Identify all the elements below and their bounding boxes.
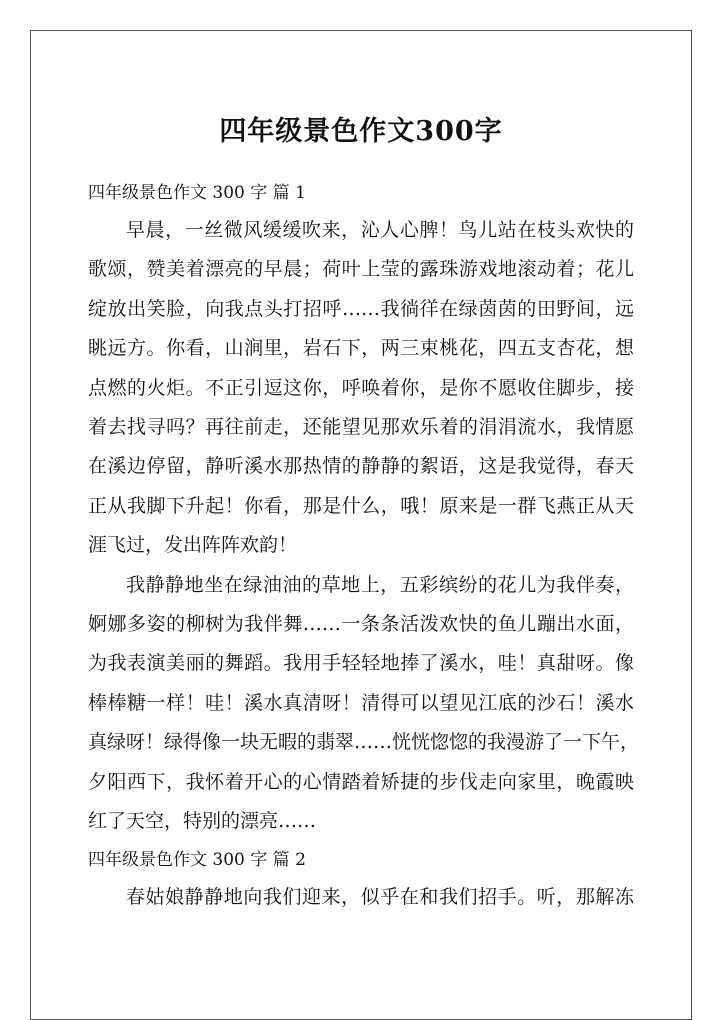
section-heading-2: 四年级景色作文 300 字 篇 2 [88,849,306,870]
text-line: 真绿呀！绿得像一块无暇的翡翠……恍恍惚惚的我漫游了一下午， [88,731,640,754]
text-line: 我静静地坐在绿油油的草地上，五彩缤纷的花儿为我伴奏， [126,573,634,596]
section-heading-1: 四年级景色作文 300 字 篇 1 [88,183,306,203]
text-line: 夕阳西下，我怀着开心的心情踏着矫捷的步伐走向家里，晚霞映 [88,770,634,793]
text-line: 婀娜多姿的柳树为我伴舞……一条条活泼欢快的鱼儿蹦出水面， [88,613,634,636]
text-line: 早晨，一丝微风缓缓吹来，沁人心脾！鸟儿站在枝头欢快的 [126,219,634,241]
document-title: 四年级景色作文300字 [219,116,503,147]
text-line: 歌颂，赞美着漂亮的早晨；荷叶上莹的露珠游戏地滚动着；花儿 [88,258,634,281]
text-line: 着去找寻吗？再往前走，还能望见那欢乐着的涓涓流水，我情愿 [88,416,634,439]
text-line: 棒棒糖一样！哇！溪水真清呀！清得可以望见江底的沙石！溪水 [88,691,634,714]
document-body [88,112,640,917]
text-line: 眺远方。你看，山涧里，岩石下，两三束桃花，四五支杏花，想 [88,337,634,360]
text-line: 点燃的火炬。不正引逗这你，呼唤着你，是你不愿收住脚步，接 [88,376,634,399]
text-line: 红了天空，特别的漂亮…… [88,810,317,833]
text-line: 在溪边停留，静听溪水那热情的静静的絮语，这是我觉得，春天 [88,455,634,478]
paragraph-2-1 [88,878,634,917]
text-line: 为我表演美丽的舞蹈。我用手轻轻地捧了溪水，哇！真甜呀。像 [88,652,634,675]
text-line: 涯飞过，发出阵阵欢韵！ [88,534,298,557]
text-line: 绽放出笑脸，向我点头打招呼……我徜徉在绿茵茵的田野间，远 [88,297,634,320]
paragraph-1-2 [88,566,640,842]
paragraph-1-1 [88,211,634,566]
text-line: 春姑娘静静地向我们迎来，似乎在和我们招手。听，那解冻 [126,885,634,908]
text-line: 正从我脚下升起！你看，那是什么，哦！原来是一群飞燕正从天 [88,494,634,517]
